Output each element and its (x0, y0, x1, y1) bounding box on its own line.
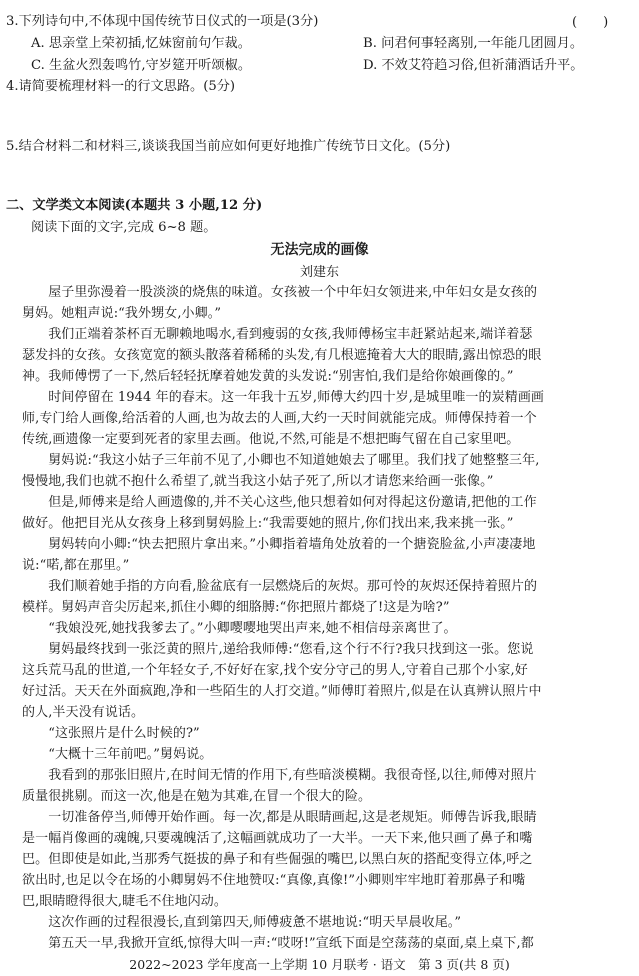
option-b: B. 问君何事轻离别,一年能几团圆月。 (363, 36, 584, 51)
passage-line: 说:“喏,都在那里。” (22, 558, 130, 573)
passage-line: 是一幅肖像画的魂魄,只要魂魄活了,这幅画就成功了一大半。一天下来,他只画了鼻子和嘴 (22, 831, 533, 846)
passage-line: 舅妈说:“我这小姑子三年前不见了,小卿也不知道她娘去了哪里。我们找了她整整三年, (22, 453, 540, 468)
passage-line: 慢慢地,我们也就不抱什么希望了,就当我这小姑子死了,所以才请您来给画一张像。” (22, 474, 494, 489)
option-c: C. 生盆火烈轰鸣竹,守岁筵开听颂椒。 (31, 58, 252, 73)
passage-line: 一切准备停当,师傅开始作画。每一次,都是从眼睛画起,这是老规矩。师傅告诉我,眼睛 (22, 810, 537, 825)
question-5-stem: 5.结合材料二和材料三,谈谈我国当前应如何更好地推广传统节日文化。(5分) (6, 139, 451, 154)
passage-line: 欲出时,也足以令在场的小卿舅妈不住地赞叹:“真像,真像!”小卿则牢牢地盯着那鼻子和嘴 (22, 873, 526, 888)
question-3-stem: 3.下列诗句中,不体现中国传统节日仪式的一项是(3分) (6, 14, 319, 29)
option-d: D. 不效艾符趋习俗,但祈蒲酒话升平。 (363, 58, 584, 73)
passage-line: 舅妈转向小卿:“快去把照片拿出来。”小卿指着墙角处放着的一个搪瓷脸盆,小声凄凄地 (22, 537, 536, 552)
passage-line: 巴,眼睛瞪得很大,睫毛不住地闪动。 (22, 894, 227, 909)
passage-line: 这次作画的过程很漫长,直到第四天,师傅疲惫不堪地说:“明天早晨收尾。” (22, 915, 462, 930)
section-instruction: 阅读下面的文字,完成 6~8 题。 (31, 220, 217, 235)
passage-line: 质量很挑剔。而这一次,他是在勉为其难,在冒一个很大的险。 (22, 789, 372, 804)
passage-line: 的人,半天没有说话。 (22, 705, 145, 720)
passage-line: 师,专门给人画像,给活着的人画,也为故去的人画,大约一天时间就能完成。师傅保持着一个 (22, 411, 537, 426)
passage-line: 做好。他把目光从女孩身上移到舅妈脸上:“我需要她的照片,你们找出来,我来挑一张。” (22, 516, 514, 531)
passage-line: 模样。舅妈声音尖厉起来,抓住小卿的细胳膊:“你把照片都烧了!这是为啥?” (22, 600, 450, 615)
passage-author: 刘建东 (299, 265, 339, 280)
passage-title: 无法完成的画像 (270, 242, 369, 258)
option-a: A. 思亲堂上荣初插,忆妹窗前句乍裁。 (31, 36, 251, 51)
passage-line: 但是,师傅来是给人画遗像的,并不关心这些,他只想着如何对得起这份邀请,把他的工作 (22, 495, 537, 510)
passage-line: 第五天一早,我掀开宣纸,惊得大叫一声:“哎呀!”宣纸下面是空荡荡的桌面,桌上桌下,都 (22, 936, 534, 951)
passage-line: 瑟发抖的女孩。女孩宽宽的额头散落着稀稀的头发,有几根遮掩着大大的眼睛,露出惊恐的眼 (22, 348, 542, 363)
passage-line: 我们正端着茶杯百无聊赖地喝水,看到瘦弱的女孩,我师傅杨宝丰赶紧站起来,端详着瑟 (22, 327, 533, 342)
passage-line: “我娘没死,她找我爹去了。”小卿嘤嘤地哭出声来,她不相信母亲离世了。 (22, 621, 457, 636)
answer-bracket: ( ) (572, 15, 609, 30)
question-4-stem: 4.请简要梳理材料一的行文思路。(5分) (6, 79, 236, 94)
section-heading: 二、文学类文本阅读(本题共 3 小题,12 分) (6, 198, 263, 213)
passage-line: “这张照片是什么时候的?” (22, 726, 200, 741)
passage-line: 这兵荒马乱的世道,一个年轻女子,不好好在家,找个安分守己的男人,守着自己那个小家,好 (22, 663, 528, 678)
passage-line: 时间停留在 1944 年的春末。这一年我十五岁,师傅大约四十岁,是城里唯一的炭精画画 (22, 390, 545, 405)
passage-line: 传统,画遗像一定要到死者的家里去画。他说,不然,可能是不想把晦气留在自己家里吧。 (22, 432, 520, 447)
passage-line: 神。我师傅愣了一下,然后轻轻抚摩着她发黄的头发说:“别害怕,我们是给你娘画像的。” (22, 369, 514, 384)
passage-line: 我看到的那张旧照片,在时间无情的作用下,有些暗淡模糊。我很奇怪,以往,师傅对照片 (22, 768, 537, 783)
passage-line: 我们顺着她手指的方向看,脸盆底有一层燃烧后的灰烬。那可怜的灰烬还保持着照片的 (22, 579, 538, 594)
passage-line: “大概十三年前吧。”舅妈说。 (22, 747, 213, 762)
page-footer: 2022~2023 学年度高一上学期 10 月联考 · 语文 第 3 页(共 8 页) (129, 957, 510, 972)
passage-line: 屋子里弥漫着一股淡淡的烧焦的味道。女孩被一个中年妇女领进来,中年妇女是女孩的 (22, 285, 538, 300)
passage-line: 舅妈。她粗声说:“我外甥女,小卿。” (22, 306, 222, 321)
passage-line: 好过活。天天在外面疯跑,净和一些陌生的人打交道。”师傅盯着照片,似是在认真辨认照片中 (22, 684, 542, 699)
passage-line: 巴。但即使是如此,当那秀气挺拔的鼻子和有些倔强的嘴巴,以黑白灰的搭配变得立体,呼之 (22, 852, 533, 867)
passage-line: 舅妈最终找到一张泛黄的照片,递给我师傅:“您看,这个行不行?我只找到这一张。您说 (22, 642, 534, 657)
